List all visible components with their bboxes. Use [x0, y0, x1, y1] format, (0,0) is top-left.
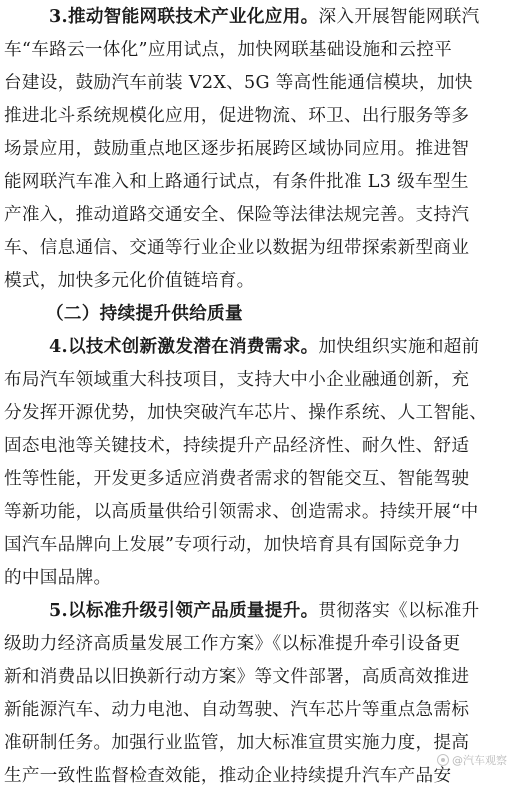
section-heading: 5.以标准升级引领产品质量提升。 — [49, 600, 319, 621]
paragraph-line: 推进北斗系统规模化应用，促进物流、环卫、出行服务等多 — [4, 106, 470, 126]
section-subheading: （二）持续提升供给质量 — [46, 303, 243, 324]
paragraph-line: 性等性能，开发更多适应消费者需求的智能交互、智能驾驶 — [4, 469, 470, 489]
paragraph-line: 场景应用，鼓励重点地区逐步拓展跨区域协同应用。推进智 — [4, 139, 470, 159]
section-heading: 3.推动智能网联技术产业化应用。 — [49, 6, 319, 27]
paragraph-line: 台建设，鼓励汽车前装 V2X、5G 等高性能通信模块，加快 — [4, 73, 473, 93]
paragraph-line: 国汽车品牌向上发展”专项行动，加快培育具有国际竞争力 — [4, 535, 461, 555]
paragraph-line: 车“车路云一体化”应用试点，加快网联基础设施和云控平 — [4, 40, 453, 60]
paragraph-line: 布局汽车领域重大科技项目，支持大中小企业融通创新，充 — [4, 370, 470, 390]
paragraph-text: 加快组织实施和超前 — [318, 337, 480, 357]
paragraph-line: 固态电池等关键技术，持续提升产品经济性、耐久性、舒适 — [4, 436, 470, 456]
weibo-icon — [437, 754, 449, 766]
paragraph-line: 的中国品牌。 — [4, 568, 112, 588]
paragraph-line: 分发挥开源优势，加快突破汽车芯片、操作系统、人工智能、 — [4, 403, 488, 423]
paragraph-line: 产准入，推动道路交通安全、保险等法律法规完善。支持汽 — [4, 205, 470, 225]
paragraph-line: 生产一致性监督检查效能，推动企业持续提升汽车产品安 — [4, 766, 452, 786]
watermark-text: @汽车观察 — [452, 754, 507, 767]
paragraph-line: 新和消费品以旧换新行动方案》等文件部署，高质高效推进 — [4, 667, 470, 687]
paragraph-line: 能网联汽车准入和上路通行试点，有条件批准 L3 级车型生 — [4, 172, 469, 192]
paragraph-text: 深入开展智能网联汽 — [318, 7, 480, 27]
paragraph-line: 车、信息通信、交通等行业企业以数据为纽带探索新型商业 — [4, 238, 470, 258]
section-heading: 4.以技术创新激发潜在消费需求。 — [49, 336, 319, 357]
paragraph-line: 准研制任务。加强行业监管，加大标准宣贯实施力度，提高 — [4, 733, 470, 753]
watermark — [437, 752, 507, 768]
paragraph-line: 级助力经济高质量发展工作方案》《以标准提升牵引设备更 — [4, 634, 461, 654]
paragraph-line: 新能源汽车、动力电池、自动驾驶、汽车芯片等重点急需标 — [4, 700, 470, 720]
paragraph-line: 模式，加快多元化价值链培育。 — [4, 271, 255, 291]
paragraph-line: 等新功能，以高质量供给引领需求、创造需求。持续开展“中 — [4, 502, 479, 522]
paragraph-text: 贯彻落实《以标准升 — [318, 601, 480, 621]
